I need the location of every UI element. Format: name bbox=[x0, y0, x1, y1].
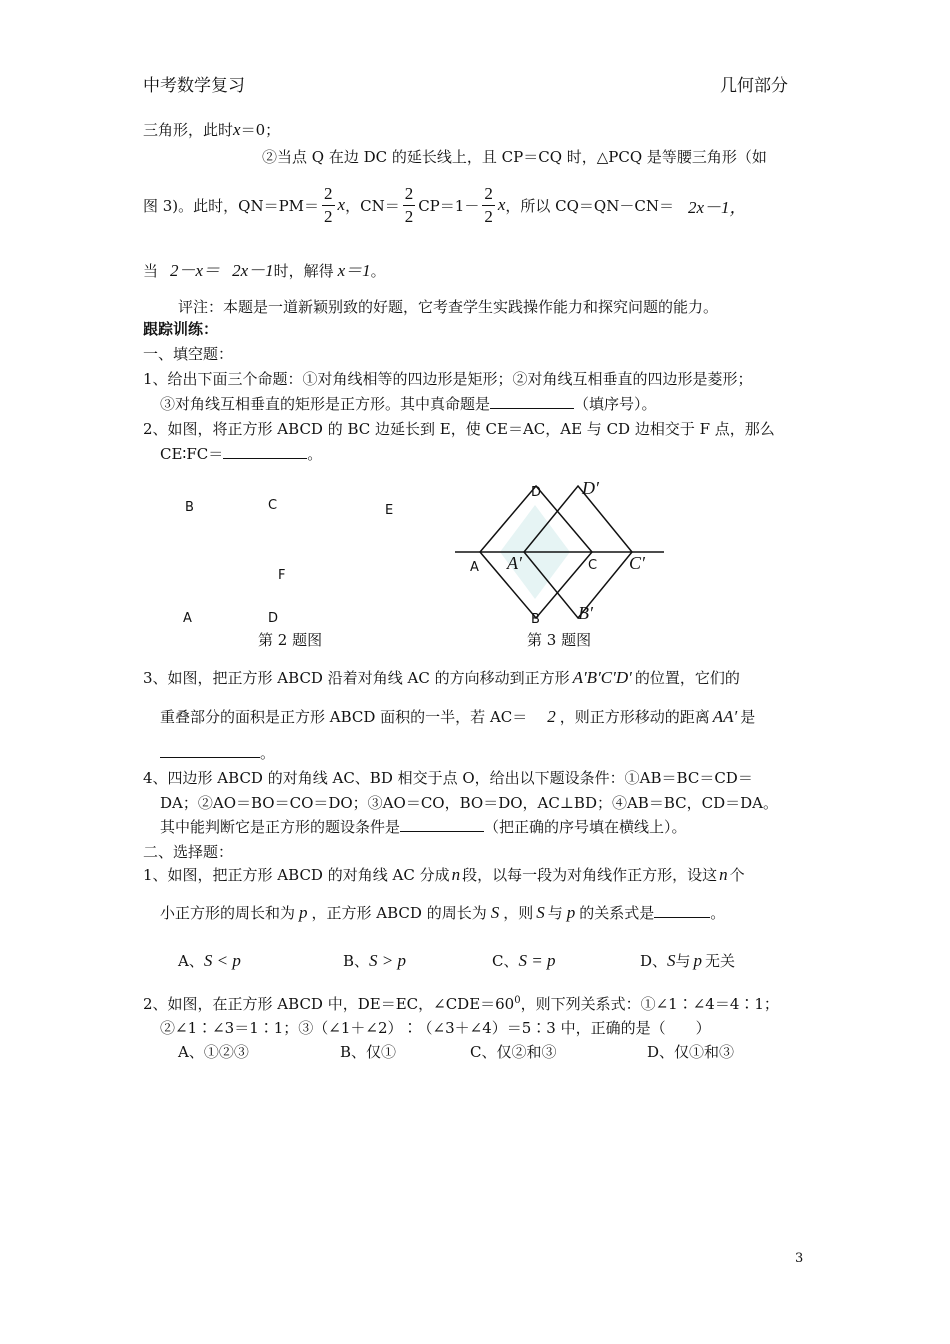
math-var: S bbox=[536, 903, 545, 922]
fig2-caption: 第 2 题图 bbox=[258, 631, 323, 649]
question-text: ②∠1∶∠3＝1∶1；③（∠1＋∠2）∶（∠3＋∠4）＝5∶3 中，正确的是（ ） bbox=[160, 1019, 711, 1037]
fig2-label-d: D bbox=[268, 611, 279, 626]
math-expr: S < p bbox=[203, 951, 241, 970]
math-expr: x＝1 bbox=[337, 261, 371, 280]
question-text bbox=[160, 902, 725, 923]
fig2-label-c: C bbox=[268, 498, 278, 513]
text: 的关系式是 bbox=[579, 904, 655, 922]
math-var: x bbox=[337, 195, 346, 214]
fig2-label-e: E bbox=[385, 503, 394, 518]
text: 3、如图，把正方形 ABCD 沿着对角线 AC 的方向移动到正方形 bbox=[143, 669, 570, 687]
fraction bbox=[322, 183, 335, 228]
text: 与 bbox=[675, 952, 691, 970]
numerator: 2 bbox=[404, 183, 414, 203]
math-expr: S > p bbox=[369, 951, 407, 970]
text: 其中能判断它是正方形的题设条件是 bbox=[160, 818, 401, 836]
page-number: 3 bbox=[795, 1251, 804, 1266]
math-expr: A′B′C′D′ bbox=[572, 668, 632, 687]
denominator: 2 bbox=[404, 206, 414, 226]
fig2-label-f: F bbox=[278, 568, 286, 583]
fig3-label-c: C bbox=[588, 558, 598, 573]
text: ，则下列关系式：①∠1∶∠4＝4∶1； bbox=[520, 995, 779, 1013]
text: 。 bbox=[307, 445, 323, 463]
text: 。 bbox=[370, 262, 386, 280]
question-text: 2、如图，将正方形 ABCD 的 BC 边延长到 E，使 CE＝AC，AE 与 CD 边相交于 F 点，那么 bbox=[143, 420, 775, 438]
text: ③对角线互相垂直的矩形是正方形。其中真命题是 bbox=[160, 395, 491, 413]
question-text bbox=[143, 864, 745, 885]
text: 重叠部分的面积是正方形 ABCD 面积的一半，若 AC＝ bbox=[160, 708, 528, 726]
superscript: 0 bbox=[514, 995, 521, 1006]
text: CP＝1－ bbox=[418, 196, 480, 215]
text: 段，以每一段为对角线作正方形，设这 bbox=[462, 866, 718, 884]
option-a[interactable]: A、①②③ bbox=[178, 1043, 249, 1061]
text: 。 bbox=[710, 904, 726, 922]
question-text: DA；②AO＝BO＝CO＝DO；③AO＝CO，BO＝DO，AC⊥BD；④AB＝BC，CD＝DA。 bbox=[160, 794, 778, 812]
text-line bbox=[143, 119, 280, 140]
math-expr: 2x－1 bbox=[232, 261, 274, 280]
text: 是 bbox=[740, 708, 756, 726]
fig3-label-a: A bbox=[470, 560, 479, 575]
option-label: A、 bbox=[178, 952, 204, 970]
math-expr: 2－x＝ bbox=[170, 261, 221, 280]
fig2-label-a: A bbox=[183, 611, 192, 626]
question-text bbox=[160, 443, 322, 464]
fig2-label-b: B bbox=[185, 500, 194, 515]
math-var: n bbox=[451, 865, 461, 884]
text: 图 3)。此时，QN＝PM＝ bbox=[143, 196, 320, 215]
header-left: 中考数学复习 bbox=[143, 76, 245, 96]
question-text bbox=[160, 742, 275, 763]
math-expr: S = p bbox=[518, 951, 556, 970]
math-var: n bbox=[719, 865, 728, 884]
fig3-label-c-prime: C′ bbox=[629, 553, 645, 573]
question-text: 1、给出下面三个命题：①对角线相等的四边形是矩形；②对角线互相垂直的四边形是菱形； bbox=[143, 370, 753, 388]
math-var: S bbox=[490, 903, 500, 922]
text: （把正确的序号填在横线上）。 bbox=[484, 818, 687, 836]
numerator: 2 bbox=[324, 183, 333, 203]
math-var: p bbox=[299, 903, 308, 922]
text: CE∶FC＝ bbox=[160, 445, 224, 463]
math-var: p bbox=[566, 903, 576, 922]
option-d[interactable] bbox=[640, 950, 735, 971]
fig3-label-d-prime: D′ bbox=[582, 478, 599, 498]
option-a[interactable] bbox=[178, 950, 241, 971]
option-c[interactable] bbox=[492, 950, 555, 971]
fig3-label-b-prime: B′ bbox=[578, 603, 593, 623]
answer-blank[interactable] bbox=[223, 444, 307, 459]
text: ，所以 CQ＝QN－CN＝ bbox=[505, 196, 674, 215]
text: 。 bbox=[260, 744, 276, 762]
math-expr: 2x－1， bbox=[687, 197, 747, 217]
text: ，则 bbox=[503, 904, 534, 922]
option-label: D、 bbox=[640, 952, 668, 970]
fraction bbox=[403, 183, 416, 228]
text: 无关 bbox=[705, 952, 736, 970]
text: ，则正方形移动的距离 bbox=[559, 708, 710, 726]
formula-line bbox=[143, 180, 747, 230]
option-label: C、 bbox=[492, 952, 519, 970]
text-line: ②当点 Q 在边 DC 的延长线上，且 CP＝CQ 时，△PCQ 是等腰三角形（如 bbox=[262, 148, 767, 166]
text: 1、如图，把正方形 ABCD 的对角线 AC 分成 bbox=[143, 866, 450, 884]
math-expr: AA′ bbox=[712, 707, 738, 726]
math-var: x bbox=[497, 195, 506, 214]
text: （填序号）。 bbox=[574, 395, 657, 413]
option-d[interactable]: D、仅①和③ bbox=[647, 1043, 735, 1061]
answer-blank[interactable] bbox=[400, 817, 484, 832]
section-title: 一、填空题： bbox=[143, 345, 234, 363]
fig3-label-b: B bbox=[531, 612, 540, 627]
text: 时，解得 bbox=[273, 262, 334, 280]
option-b[interactable]: B、仅① bbox=[340, 1043, 397, 1061]
header-right: 几何部分 bbox=[720, 76, 788, 96]
answer-blank[interactable] bbox=[160, 743, 260, 758]
text: ，正方形 ABCD 的周长为 bbox=[311, 904, 487, 922]
denominator: 2 bbox=[324, 206, 333, 226]
option-label: B、 bbox=[343, 952, 370, 970]
text: 个 bbox=[729, 866, 745, 884]
option-b[interactable] bbox=[343, 950, 406, 971]
text: 当 bbox=[143, 262, 159, 280]
section-title: 跟踪训练： bbox=[143, 320, 219, 338]
text: ＝0； bbox=[240, 121, 281, 139]
fig3-caption: 第 3 题图 bbox=[527, 631, 592, 649]
denominator: 2 bbox=[484, 206, 493, 226]
fraction bbox=[482, 183, 495, 228]
fig3-label-a-prime: A′ bbox=[507, 553, 522, 573]
math-var: S bbox=[667, 951, 676, 970]
question-text bbox=[160, 816, 687, 837]
math-var: x bbox=[233, 120, 241, 139]
option-c[interactable]: C、仅②和③ bbox=[470, 1043, 557, 1061]
text: 小正方形的周长和为 bbox=[160, 904, 296, 922]
comment: 评注：本题是一道新颖别致的好题，它考查学生实践操作能力和探究问题的能力。 bbox=[178, 298, 719, 316]
answer-blank[interactable] bbox=[490, 394, 574, 409]
question-text bbox=[143, 667, 740, 688]
fig3-label-d: D bbox=[531, 485, 542, 500]
text: 三角形，此时 bbox=[143, 121, 234, 139]
text-line bbox=[143, 256, 386, 281]
section-title: 二、选择题： bbox=[143, 843, 234, 861]
question-text: 4、四边形 ABCD 的对角线 AC、BD 相交于点 O，给出以下题设条件：①AB＝BC＝CD＝ bbox=[143, 769, 753, 787]
math-expr: 2 bbox=[547, 707, 556, 726]
answer-blank[interactable] bbox=[654, 903, 710, 918]
question-text bbox=[143, 993, 779, 1014]
text: 的位置，它们的 bbox=[634, 669, 740, 687]
text: ，CN＝ bbox=[345, 196, 400, 215]
question-text bbox=[160, 393, 657, 414]
text: 2、如图，在正方形 ABCD 中，DE＝EC，∠CDE＝60 bbox=[143, 995, 515, 1013]
math-var: p bbox=[693, 951, 703, 970]
question-text bbox=[160, 706, 755, 727]
text: 与 bbox=[547, 904, 563, 922]
numerator: 2 bbox=[484, 183, 493, 203]
